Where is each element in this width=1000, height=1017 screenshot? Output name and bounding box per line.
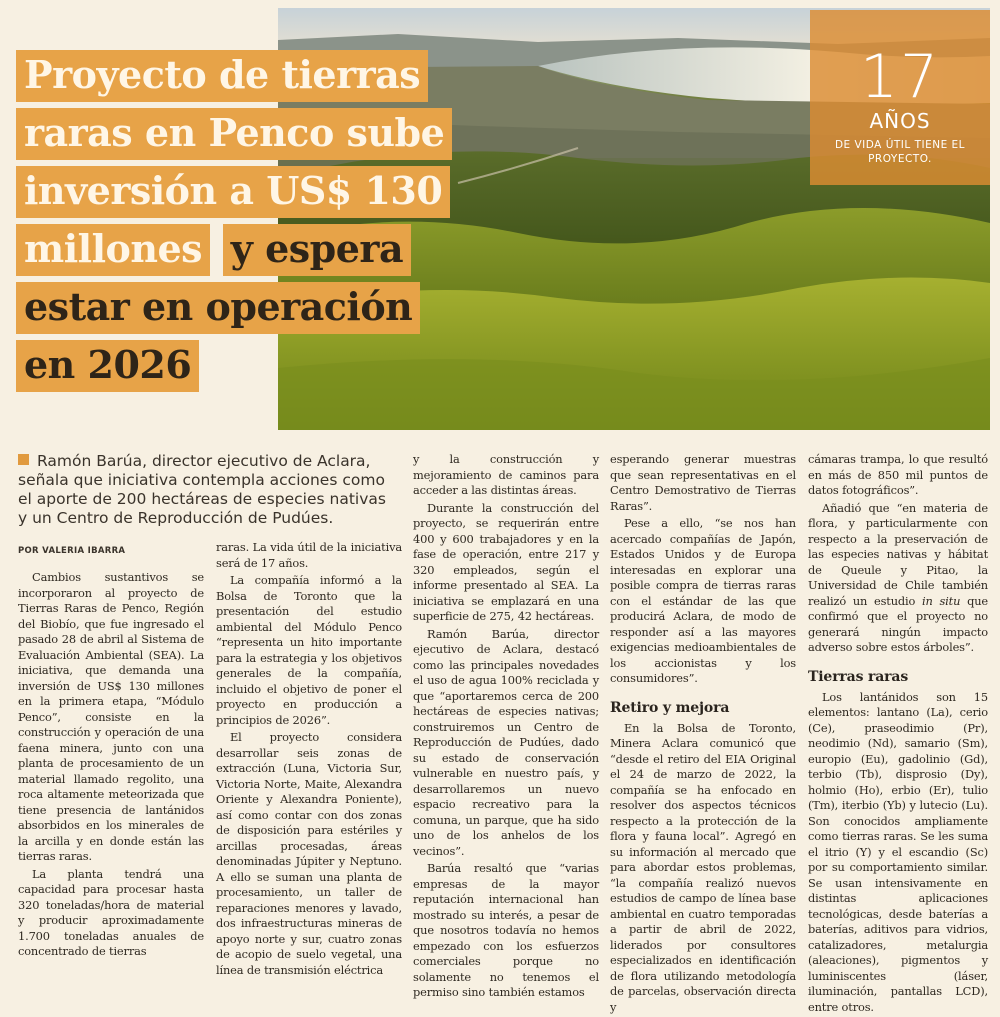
stat-number: 17 [859,42,941,112]
paragraph: El proyecto considera desarrollar seis zonas de extracción (Luna, Victoria Sur, Victoria Norte, Maite, Alexandra Oriente y Alexandra Poniente), así como contar con dos zonas de disposición para estériles y arcillas procesadas, áreas denominadas Júpiter y Neptuno. A ello se suman una planta de procesamiento, un taller de reparaciones menores y lavado, dos infraestructuras mineras de apoyo norte y sur, cuatro zonas de acopio de suelo vegetal, una línea de transmisión eléctrica [216,730,402,977]
lead-paragraph [18,452,398,528]
paragraph-part: Añadió que “en materia de flora, y particularmente con respecto a la preservación de las especies nativas y hábitat de Queule y Pitao, la Universidad de Chile también realizó un estudio [808,500,988,608]
headline [16,50,516,398]
paragraph: y la construcción y mejoramiento de caminos para acceder a las distintas áreas. [413,452,599,497]
paragraph: La compañía informó a la Bolsa de Toronto que la presentación del estudio ambiental del Módulo Penco “representa un hito importante para la estrategia y los objetivos generales de la compañía, incluido el objetivo de poner el proyecto en producción a principios de 2026”. [216,573,402,727]
headline-line [16,108,516,166]
stat-description-line1: DE VIDA ÚTIL TIENE EL [834,139,966,151]
headline-line [16,50,516,108]
paragraph: Los lantánidos son 15 elementos: lantano (La), cerio (Ce), praseodimio (Pr), neodimio (Nd), samario (Sm), europio (Eu), gadolinio (Gd), terbio (Tb), disprosio (Dy), holmio (Ho), erbio (Er), tulio (Tm), iterbio (Yb) y lutecio (Lu). Son conocidos ampliamente como tierras raras. Se les suma el itrio (Y) y el escandio (Sc) por su comportamiento similar. Se usan intensivamente en distintas aplicaciones tecnológicas, desde baterías a baterías, aditivos para vidrios, catalizadores, metalurgia (aleaciones), pigmentos y luminiscentes (láser, iluminación, pantallas LCD), entre otros. [808,689,988,1014]
subheading-tierras-raras: Tierras raras [808,668,909,685]
headline-line [16,224,516,282]
byline: POR VALERIA IBARRA [18,546,126,556]
headline-segment: millones [16,224,210,276]
paragraph: esperando generar muestras que sean representativas en el Centro Demostrativo de Tierras Raras”. [610,452,796,513]
paragraph: cámaras trampa, lo que resultó en más de 850 mil puntos de datos fotográficos”. [808,452,988,497]
column-4 [610,452,796,1017]
headline-line [16,340,516,398]
paragraph: Barúa resaltó que “varias empresas de la mayor reputación internacional han mostrado su interés, a pesar de que nosotros todavía no hemos empezado con los esfuerzos comerciales porque no solamente no tenemos el permiso sino también estamos [413,861,599,999]
subheading-retiro: Retiro y mejora [610,699,730,716]
column-3 [413,452,599,1003]
headline-line [16,282,516,340]
paragraph: raras. La vida útil de la iniciativa será de 17 años. [216,540,402,570]
column-1 [18,570,204,962]
stat-unit: AÑOS [869,109,931,133]
paragraph: Cambios sustantivos se incorporaron al proyecto de Tierras Raras de Penco, Región del Biobío, que fue ingresado el pasado 28 de abril al Sistema de Evaluación Ambiental (SEA). La iniciativa, que demanda una inversión de US$ 130 millones en la primera etapa, “Módulo Penco”, consiste en la construcción y operación de una faena minera, junto con una planta de procesamiento de un material llamado regolito, una roca altamente meteorizada que tiene presencia de lantánidos absorbidos en los minerales de la arcilla y en donde están las tierras raras. [18,570,204,863]
headline-segment: en 2026 [16,340,199,392]
headline-segment: inversión a US$ 130 [16,166,450,218]
stat-box [810,10,990,185]
paragraph: Durante la construcción del proyecto, se requerirán entre 400 y 600 trabajadores y en la fase de operación, entre 217 y 320 empleados, según el informe presentado al SEA. La iniciativa se emplazará en una superficie de 275, 42 hectáreas. [413,500,599,623]
headline-line [16,166,516,224]
column-5 [808,452,988,1017]
lead-text: Ramón Barúa, director ejecutivo de Aclara, señala que iniciativa contempla acciones como el aporte de 200 hectáreas de especies nativas y un Centro de Reproducción de Pudúes. [18,452,386,527]
headline-segment: Proyecto de tierras [16,50,428,102]
stat-description [810,138,990,166]
paragraph: En la Bolsa de Toronto, Minera Aclara comunicó que “desde el retiro del EIA Original el 24 de marzo de 2022, la compañía se ha enfocado en resolver dos aspectos técnicos respecto a la protección de la flora y fauna local”. Agregó en su información al mercado que para abordar estos problemas, “la compañía realizó nuevos estudios de campo de línea base ambiental en cuatro temporadas a partir de abril de 2022, liderados por consultores especializados en identificación de flora utilizando metodología de parcelas, observación directa y [610,720,796,1014]
headline-segment: raras en Penco sube [16,108,452,160]
paragraph: Ramón Barúa, director ejecutivo de Aclara, destacó como las principales novedades el uso de agua 100% reciclada y que “aportaremos cerca de 200 hectáreas de especies nativas; construiremos un Centro de Reproducción de Pudúes, dado su estado de conservación vulnerable en nuestro país, y desarrollaremos un nuevo espacio recreativo para la comuna, un parque, que ha sido uno de los anhelos de los vecinos”. [413,626,599,858]
paragraph-emphasis: in situ [922,593,961,608]
lead-square-marker [18,454,29,465]
paragraph-part: que confirmó que el proyecto no generará ningún impacto adverso sobre estos árboles”. [808,593,988,654]
headline-segment: estar en operación [16,282,420,334]
paragraph: La planta tendrá una capacidad para procesar hasta 320 toneladas/hora de material y producir aproximadamente 1.700 toneladas anuales de concentrado de tierras [18,866,204,958]
paragraph [808,501,988,656]
paragraph: Pese a ello, “se nos han acercado compañías de Japón, Estados Unidos y de Europa interesadas en explorar una posible compra de tierras raras con el estándar de las que producirá Aclara, de modo de responder así a las mayores exigencias medioambientales de los accionistas y los consumidores”. [610,516,796,685]
headline-segment: y espera [223,224,411,276]
stat-description-line2: PROYECTO. [868,153,932,165]
column-2 [216,540,402,980]
